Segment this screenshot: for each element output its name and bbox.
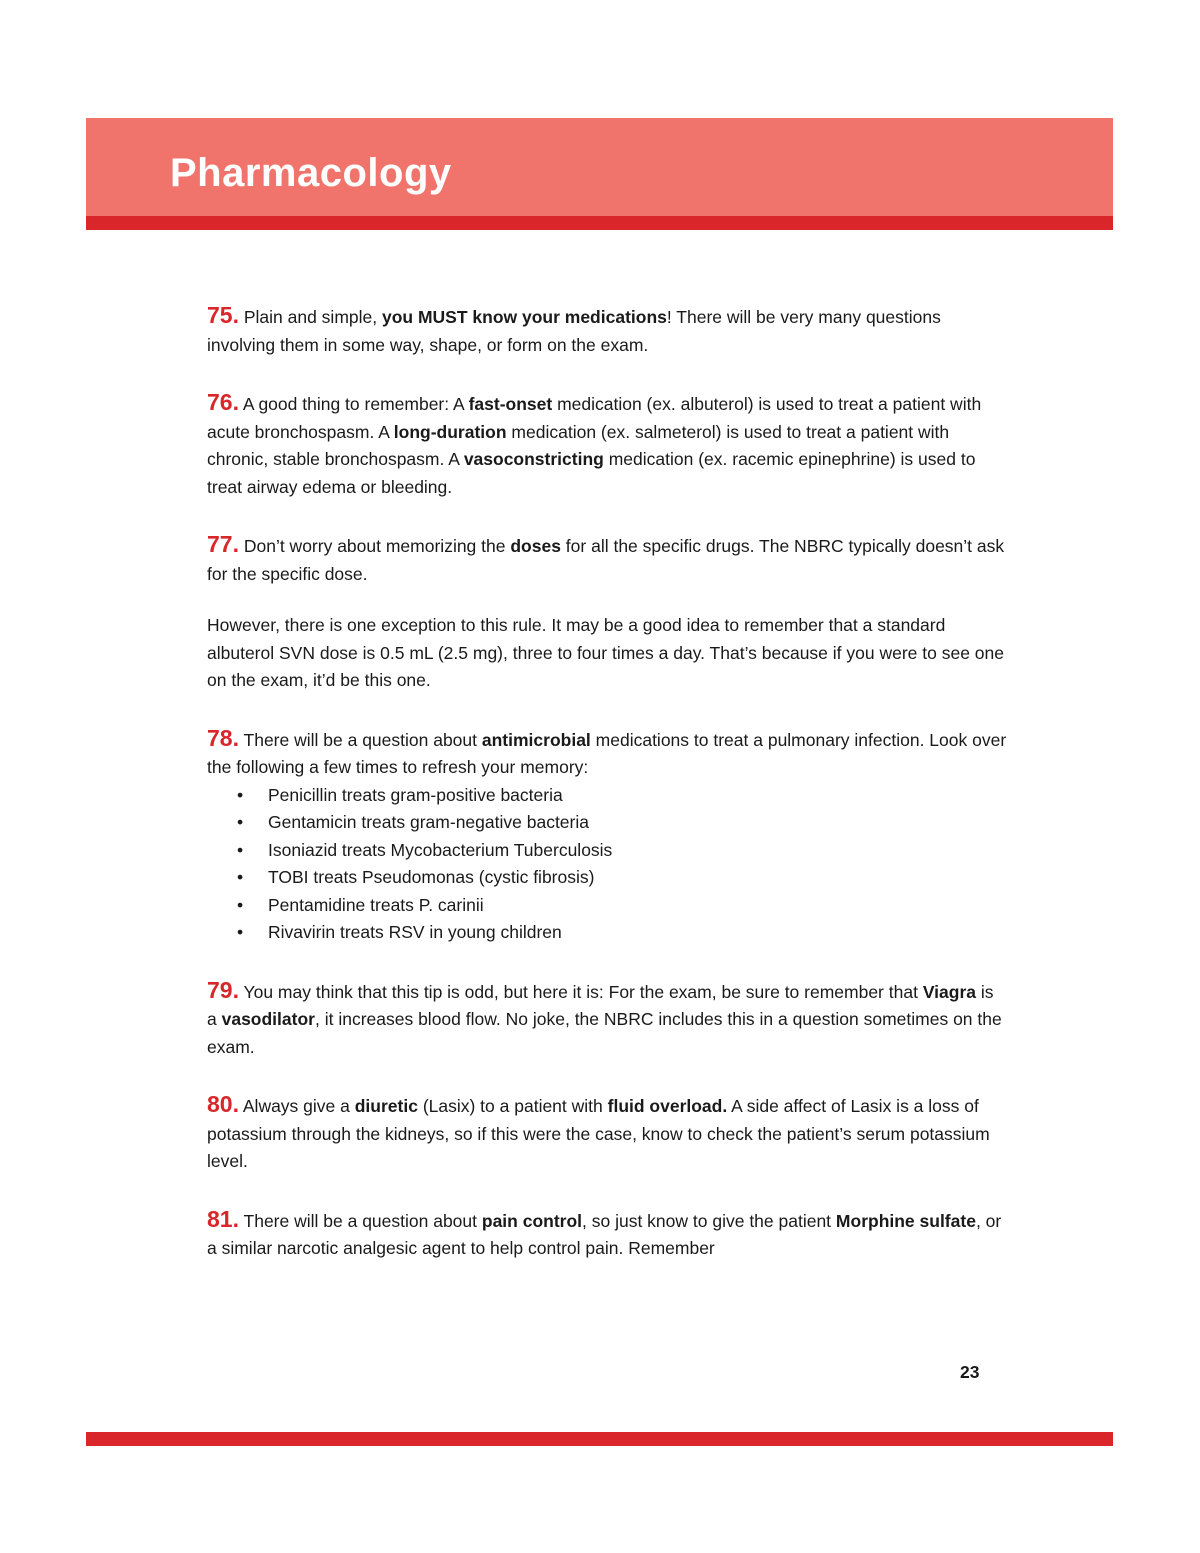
page-number: 23 <box>960 1362 980 1382</box>
list-item-text: TOBI treats Pseudomonas (cystic fibrosis) <box>268 867 595 887</box>
list-item <box>207 837 1007 865</box>
bullet-icon: • <box>237 784 244 805</box>
tip-text: ! There will be very many questions involving them in some way, shape, or form on the exam. <box>207 307 941 355</box>
list-item-text: Rivavirin treats RSV in young children <box>268 922 562 942</box>
tip-text: medication (ex. albuterol) is used to treat a patient with acute bronchospasm. A <box>207 394 982 442</box>
tip-emphasis: doses <box>510 536 561 556</box>
tip-text: for all the specific drugs. The NBRC typically doesn’t ask for the specific dose. <box>207 536 1005 584</box>
tip-emphasis: fast-onset <box>468 394 553 414</box>
tip-76 <box>207 389 1007 501</box>
bullet-icon: • <box>237 867 244 887</box>
list-item-text: Gentamicin treats gram-negative bacteria <box>268 812 589 832</box>
list-item <box>207 864 1007 892</box>
tip-emphasis: vasoconstricting <box>463 449 604 469</box>
page-title: Pharmacology <box>170 151 452 195</box>
tip-emphasis: long-duration <box>393 421 507 442</box>
tip-number: 80. <box>207 1091 239 1117</box>
tip-text: , or a similar narcotic analgesic agent to help control pain. Remember <box>207 1210 1002 1258</box>
tip-number: 76. <box>207 389 239 415</box>
tip-text: Don’t worry about memorizing the <box>238 536 511 556</box>
tip-number: 75. <box>207 302 239 328</box>
list-item <box>207 919 1007 947</box>
tip-text: is a <box>207 981 994 1029</box>
tip-77-followup: However, there is one exception to this rule. It may be a good idea to remember that a standard albuterol SVN dose is 0.5 mL (2.5 mg), three to four times a day. That’s because if you were to see one on the exam, it’d be this one. <box>207 615 1004 690</box>
tip-78 <box>207 725 1007 782</box>
tip-text: Plain and simple, <box>238 307 382 327</box>
tip-emphasis: Viagra <box>922 981 976 1002</box>
tip-text: Always give a <box>238 1096 355 1116</box>
bullet-icon: • <box>237 894 244 915</box>
tip-81 <box>207 1206 1007 1263</box>
tip-emphasis: you MUST know your medications <box>381 307 667 327</box>
tip-text: A side affect of Lasix is a loss of potassium through the kidneys, so if this were the case, know to check the patient’s serum potassium level. <box>207 1096 990 1171</box>
list-item-text: Penicillin treats gram-positive bacteria <box>268 784 563 805</box>
tip-text: There will be a question about <box>238 729 482 750</box>
footer-stripe <box>86 1432 1113 1446</box>
header-stripe <box>86 216 1113 230</box>
tip-79 <box>207 977 1007 1062</box>
tip-text: There will be a question about <box>238 1210 482 1231</box>
list-item <box>207 892 1007 920</box>
list-item-text: Pentamidine treats P. carinii <box>268 894 484 915</box>
tip-77 <box>207 531 1007 588</box>
antimicrobial-list <box>207 782 1007 947</box>
tip-number: 81. <box>207 1205 239 1232</box>
tip-number: 77. <box>207 531 239 557</box>
bullet-icon: • <box>237 839 244 860</box>
tip-text: medications to treat a pulmonary infection. Look over the following a few times to refresh your memory: <box>207 729 1007 777</box>
tip-emphasis: antimicrobial <box>481 729 591 750</box>
tip-text: You may think that this tip is odd, but here it is: For the exam, be sure to remember that <box>238 981 923 1002</box>
tip-number: 78. <box>207 724 239 751</box>
tip-text: medication (ex. salmeterol) is used to treat a patient with chronic, stable bronchospasm. A <box>207 421 950 469</box>
tip-text: (Lasix) to a patient with <box>417 1096 608 1116</box>
tip-text: medication (ex. racemic epinephrine) is used to treat airway edema or bleeding. <box>207 449 976 497</box>
tip-80 <box>207 1091 1007 1176</box>
tip-text: A good thing to remember: A <box>238 394 469 414</box>
tip-text: , so just know to give the patient <box>582 1210 836 1231</box>
tips-content <box>207 302 1007 1293</box>
tip-emphasis: fluid overload. <box>607 1096 728 1116</box>
tip-emphasis: pain control <box>481 1210 583 1231</box>
list-item-text: Isoniazid treats Mycobacterium Tuberculosis <box>268 839 613 860</box>
tip-emphasis: diuretic <box>354 1096 418 1116</box>
bullet-icon: • <box>237 922 244 942</box>
list-item <box>207 782 1007 810</box>
tip-75 <box>207 302 1007 359</box>
list-item <box>207 809 1007 837</box>
tip-text: , it increases blood flow. No joke, the NBRC includes this in a question sometimes on the exam. <box>207 1009 1002 1057</box>
tip-number: 79. <box>207 976 239 1003</box>
tip-emphasis: Morphine sulfate <box>835 1210 976 1231</box>
bullet-icon: • <box>237 812 244 832</box>
tip-emphasis: vasodilator <box>221 1009 315 1029</box>
